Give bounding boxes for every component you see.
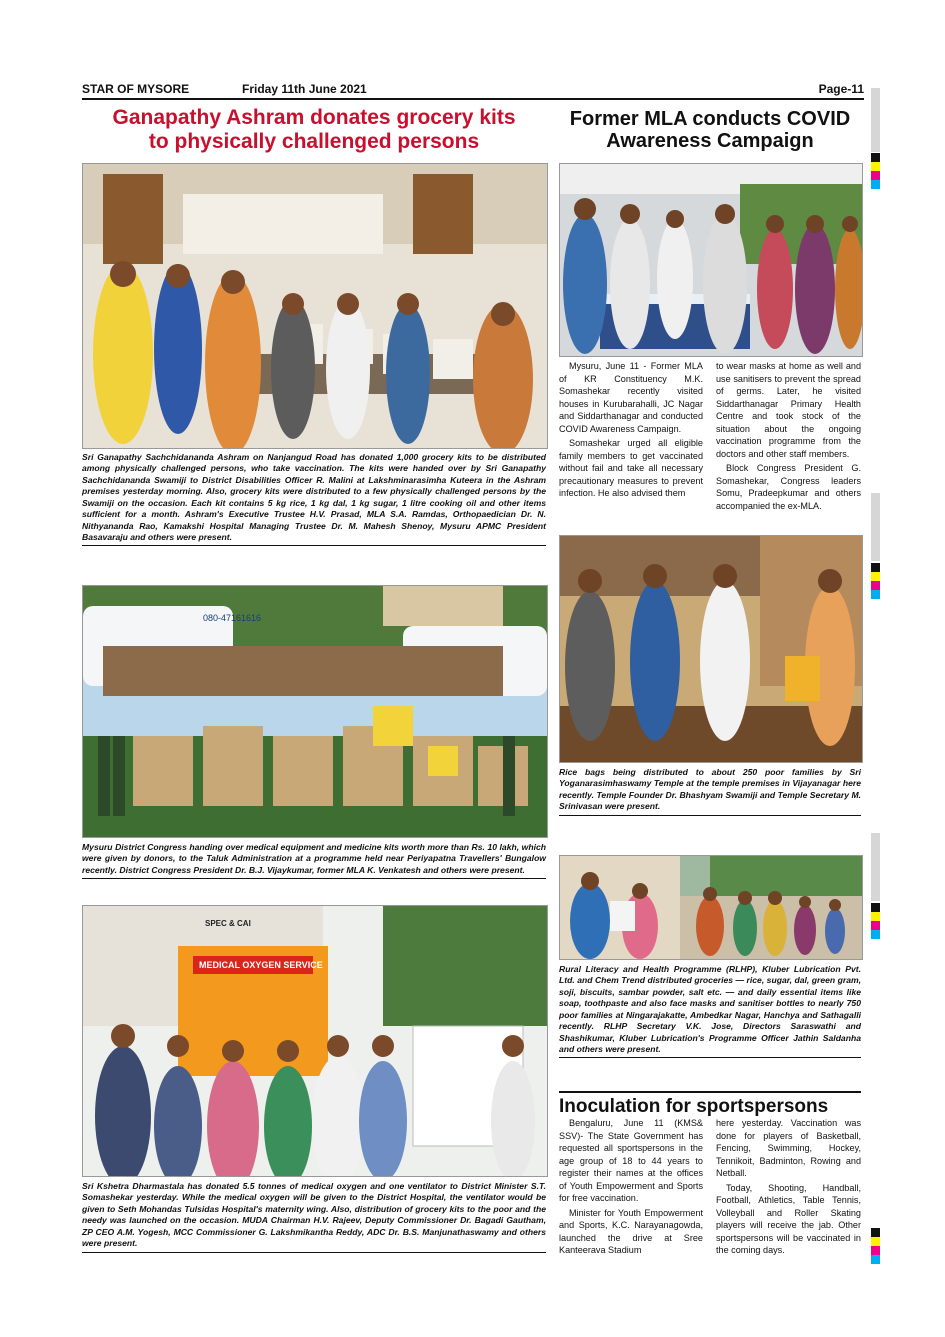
- headline-line: Awareness Campaign: [606, 130, 814, 153]
- registration-bar: [871, 88, 880, 152]
- registration-bar: [871, 833, 880, 901]
- sports-story-column-2: [716, 1117, 861, 1259]
- headline-line: Former MLA conducts COVID: [569, 108, 851, 130]
- ashram-grocery-photo: [82, 163, 548, 449]
- color-registration-mark: [871, 1228, 880, 1264]
- covid-story-column-2: [716, 360, 861, 515]
- oxygen-donation-caption: Sri Kshetra Dharmastala has donated 5.5 tonnes of medical oxygen and one ventilator to District Minister S.T. Somashekar yesterday. While the medical oxygen will be given to the District Hospital, the ventilator would be given to Seth Mohandas Tulsidas Hospital's maternity wing. Also, distribution of grocery kits to the poor and the needy was launched on the occasion. MUDA Chairman H.V. Rajeev, Deputy Commissioner Dr. Bagadi Gautham, ZP CEO A.M. Yogesh, MCC Commissioner G. Lakshmikantha Reddy, ADC Dr. B.S. Manjunathaswamy and others were present.: [82, 1181, 546, 1253]
- color-registration-mark: [871, 903, 880, 939]
- article-paragraph: Bengaluru, June 11 (KMS& SSV)- The State Government has requested all sportspersons in the age group of 18 to 44 years to register their names at the offices of Youth Empowerment and Sports for free vaccination.: [559, 1118, 703, 1204]
- article-paragraph: Minister for Youth Empowerment and Sports, K.C. Narayanagowda, launched the drive at Sree Kanteerava Stadium: [559, 1207, 703, 1256]
- covid-story-column-1: [559, 360, 703, 502]
- publication-name: STAR OF MYSORE: [82, 82, 190, 96]
- oxygen-donation-photo: [82, 905, 548, 1177]
- truck-banner-text: MEDICAL OXYGEN SERVICE: [199, 960, 323, 970]
- rlhp-distribution-photo: [559, 855, 863, 960]
- medical-equipment-caption: Mysuru District Congress handing over medical equipment and medicine kits worth more than Rs. 10 lakh, which were given by donors, to the Taluk Administration at a programme held near Periyapatna Travellers' Bungalow recently. District Congress President Dr. B.J. Vijaykumar, former MLA K. Venkatesh and others were present.: [82, 842, 546, 879]
- grocery-kits-caption: Sri Ganapathy Sachchidananda Ashram on Nanjangud Road has donated 1,000 grocery kits to be distributed among physically challenged persons, who take vaccination. The kits were handed over by Sri Ganapathy Sachchidananda Swamiji to District Disabilities Officer R. Malini at Lakshminarasimha Kuteera in the Ashram premises yesterday morning. Also, grocery kits were distributed to a few physically challenged persons by the Swamiji on the occasion. Each kit contains 5 kg rice, 1 kg dal, 1 kg sugar, 1 litre cooking oil and other items sufficient for a month. Ashram's Executive Trustee H.V. Prasad, MLA S.A. Ramdas, Orthopaedician Dr. N. Nithyananda Rao, Kamakshi Hospital Managing Trustee Dr. M. Mahesh Shenoy, Mysuru APMC President Basavaraju and others were present.: [82, 452, 546, 546]
- masthead: [82, 80, 864, 100]
- sportspersons-headline: Inoculation for sportspersons: [559, 1091, 861, 1118]
- headline-line: to physically challenged persons: [148, 129, 480, 153]
- covid-campaign-photo: [559, 163, 863, 357]
- sign-text: SPEC & CAI: [205, 919, 251, 928]
- rice-bags-photo: [559, 535, 863, 763]
- headline-line: Ganapathy Ashram donates grocery kits: [112, 106, 516, 129]
- sports-story-column-1: [559, 1117, 703, 1259]
- article-paragraph: to wear masks at home as well and use sanitisers to prevent the spread of germs. Later, he visited Siddarthanagar Primary Health Centre and took stock of the situation about the ongoing vaccination programme from the doctors and other staff members.: [716, 361, 861, 459]
- covid-awareness-headline: [559, 108, 861, 153]
- issue-date: Friday 11th June 2021: [242, 82, 367, 96]
- article-paragraph: Somashekar urged all eligible family members to get vaccinated without fail and take all necessary precautionary measures to prevent infection. He also advised them: [559, 438, 703, 499]
- van-phone-text: 080-47161616: [203, 613, 262, 623]
- color-registration-mark: [871, 563, 880, 599]
- article-paragraph: here yesterday. Vaccination was done for players of Basketball, Fencing, Swimming, Hockey, Tennikoit, Badminton, Rowing and Netball.: [716, 1118, 861, 1179]
- page-number: Page-11: [818, 82, 864, 96]
- article-paragraph: Today, Shooting, Handball, Football, Athletics, Table Tennis, Volleyball and Roller Skating players will receive the jab. Other sportspersons will be vaccinated in the coming days.: [716, 1182, 861, 1256]
- article-paragraph: Mysuru, June 11 - Former MLA of KR Constituency M.K. Somashekar recently visited houses in Kurubarahalli, JC Nagar and Siddarthanagar and conducted COVID Awareness Campaign.: [559, 361, 703, 434]
- rlhp-caption: Rural Literacy and Health Programme (RLHP), Kluber Lubrication Pvt. Ltd. and Chem Trend distributed groceries — rice, sugar, dal, green gram, soji, biscuits, sambar powder, salt etc. — and daily essential items like soap, toothpaste and also face masks and sanitiser bottles to nearly 750 poor families at Ningarajakatte, Ambedkar Nagar, Hanchya and Sathagalli recently. RLHP Secretary V.K. Jose, Directors Saraswathi and Shashikumar, Kluber Lubrication's Programme Officer Jathin Saldanha and others were present.: [559, 964, 861, 1058]
- medical-equipment-photo: [82, 585, 548, 838]
- rice-bags-caption: Rice bags being distributed to about 250 poor families by Sri Yoganarasimhaswamy Temple at the temple premises in Vijayanagar here recently. Temple Founder Dr. Bhashyam Swamiji and Temple Secretary M. Srinivasan were present.: [559, 767, 861, 816]
- color-registration-mark: [871, 153, 880, 189]
- registration-bar: [871, 493, 880, 561]
- grocery-kits-headline: [82, 106, 546, 153]
- article-paragraph: Block Congress President G. Somashekar, Congress leaders Somu, Pradeepkumar and others accompanied the ex-MLA.: [716, 463, 861, 512]
